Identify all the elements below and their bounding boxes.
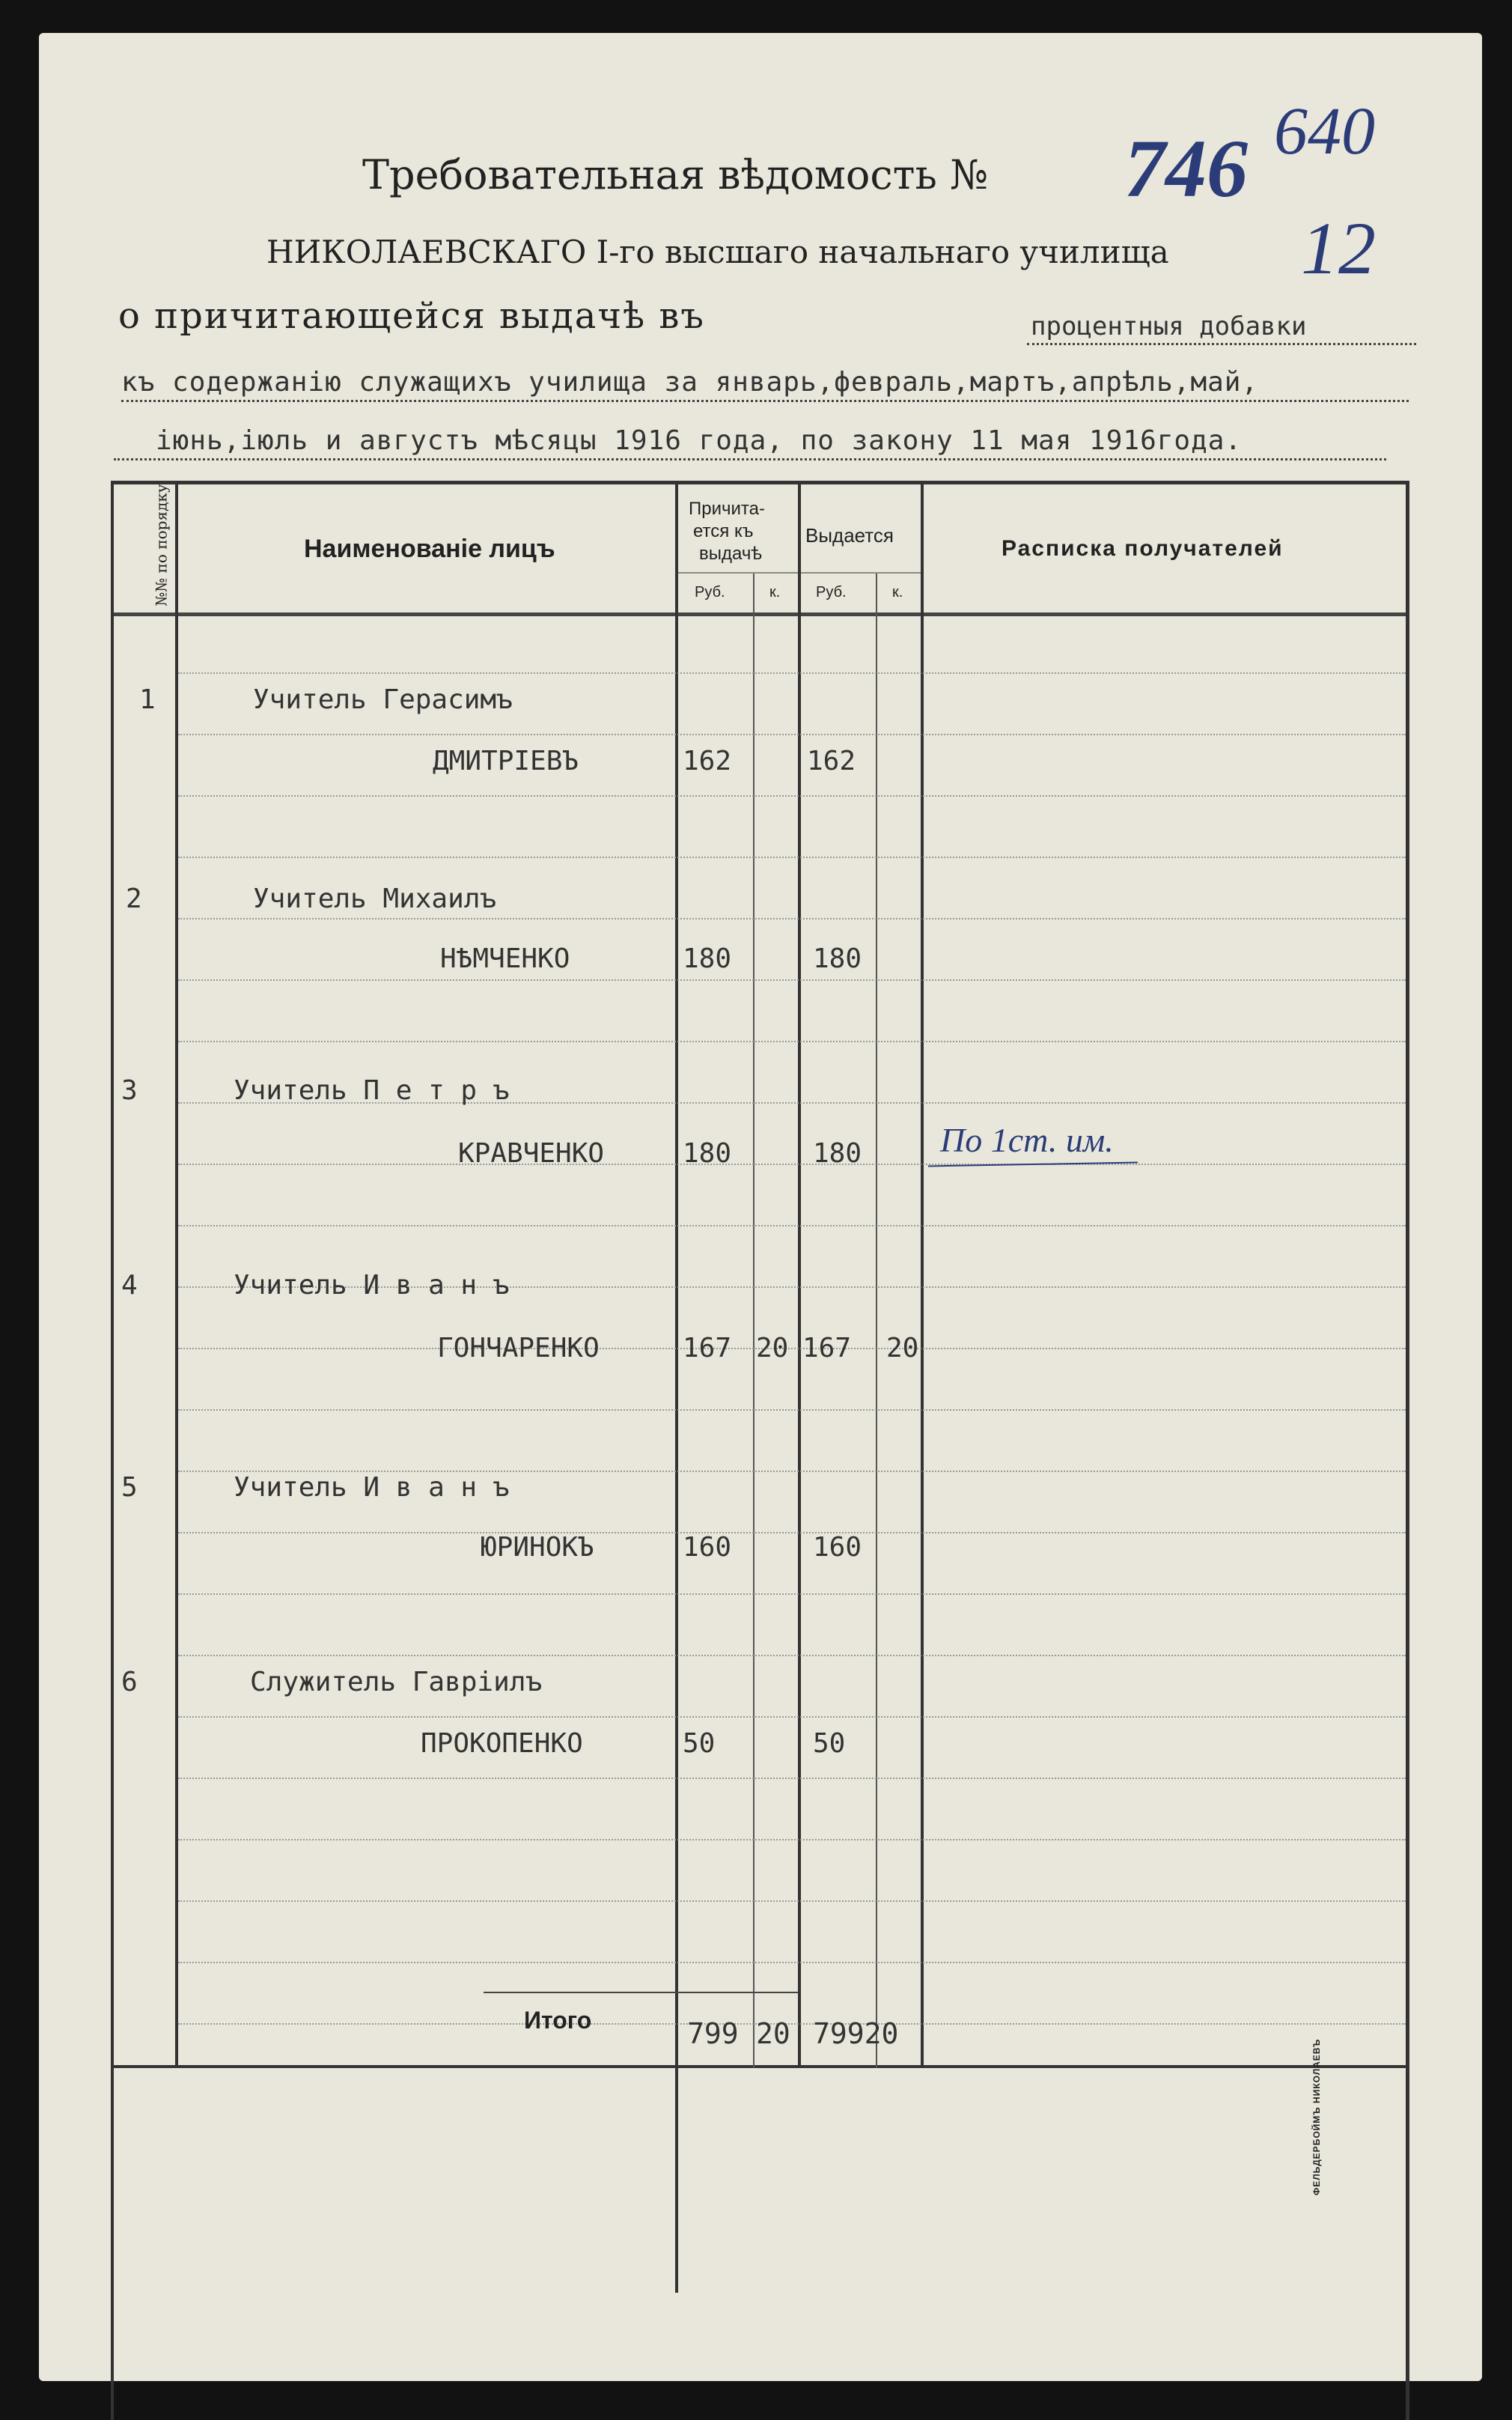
ruled-line [178, 1348, 1406, 1349]
row-surname: ЮРИНОКЪ [481, 1532, 594, 1563]
ruled-line [178, 1225, 1406, 1226]
paid-subheader-line [801, 572, 921, 574]
header-line-3-printed: о причитающейся выдачѣ въ [118, 295, 705, 337]
vline-left [111, 481, 114, 2420]
handwritten-number: 746 [1124, 123, 1248, 214]
column-header-due-rub: Руб. [695, 584, 725, 601]
header-line-4: къ содержанію служащихъ училища за январь,февраль,мартъ,апрѣль,май, [121, 367, 1259, 398]
header-line-5: іюнь,іюль и августъ мѣсяцы 1916 года, по закону 11 мая 1916года. [156, 425, 1243, 456]
row-surname: ДМИТРІЕВЪ [433, 746, 579, 776]
ruled-line [178, 795, 1406, 797]
table-top-border [111, 481, 1409, 484]
column-header-due-1: Причита- [689, 499, 765, 519]
row-surname: ГОНЧАРЕНКО [437, 1333, 600, 1363]
column-header-paid-rub: Руб. [816, 584, 847, 601]
header-underline-2 [121, 400, 1409, 402]
ruled-line [178, 1164, 1406, 1165]
ruled-line [178, 672, 1406, 674]
printer-mark: ФЕЛЬДЕРБОЙМЪ НИКОЛАЕВЪ [1311, 2038, 1322, 2195]
vline-num [175, 481, 178, 2068]
row-title: Служитель Гавріилъ [250, 1667, 543, 1697]
column-header-name: Наименованіе лицъ [304, 535, 555, 563]
corner-number: 640 [1274, 94, 1375, 168]
table [111, 446, 1406, 2138]
row-paid-rub: 180 [813, 943, 862, 974]
ruled-line [178, 1839, 1406, 1840]
column-header-receipt: Расписка получателей [1002, 536, 1284, 561]
ruled-line [178, 979, 1406, 981]
vline-paid-kop [876, 574, 877, 2068]
row-paid-rub: 160 [813, 1532, 862, 1563]
row-paid-rub: 50 [813, 1728, 846, 1759]
column-header-number: №№ по порядку [152, 484, 171, 606]
row-due-rub: 160 [683, 1532, 732, 1563]
ruled-line [178, 1532, 1406, 1533]
ruled-line [178, 1716, 1406, 1718]
column-header-due-kop: к. [769, 584, 781, 601]
vline-name [675, 481, 678, 2293]
row-title: Учитель И в а н ъ [234, 1270, 510, 1301]
vline-due [798, 481, 801, 2068]
header-line-3-typed: процентныя добавки [1031, 311, 1307, 341]
total-due-rub: 799 [687, 2017, 739, 2050]
row-number: 4 [121, 1270, 138, 1301]
ruled-line [178, 2023, 1406, 2025]
row-title: Учитель Михаилъ [253, 884, 497, 914]
row-title: Учитель И в а н ъ [234, 1472, 510, 1503]
header-underline-1 [1027, 343, 1416, 345]
row-paid-rub: 162 [807, 746, 856, 776]
ruled-line [178, 1041, 1406, 1042]
ruled-line [178, 857, 1406, 858]
ruled-line [178, 1655, 1406, 1656]
ruled-line [178, 734, 1406, 735]
due-subheader-line [678, 572, 798, 574]
vline-due-kop [753, 574, 755, 2068]
row-title: Учитель Герасимъ [253, 684, 513, 715]
vline-right [1406, 481, 1409, 2420]
row-number: 2 [126, 884, 142, 914]
ruled-line [178, 1962, 1406, 1963]
row-paid-rub: 167 [802, 1333, 852, 1363]
column-header-due-2: ется къ [693, 521, 754, 541]
row-due-rub: 180 [683, 1138, 732, 1169]
ruled-line [178, 1593, 1406, 1595]
total-separator [484, 1992, 798, 1993]
total-paid: 79920 [813, 2017, 899, 2050]
row-number: 1 [139, 684, 156, 715]
row-paid-rub: 180 [813, 1138, 862, 1169]
total-label: Итого [524, 2007, 592, 2034]
row-due-rub: 162 [683, 746, 732, 776]
column-header-due-3: выдачѣ [699, 544, 763, 564]
total-due-kop: 20 [756, 2017, 790, 2050]
row-title: Учитель П е т р ъ [234, 1075, 510, 1106]
row-surname: НѢМЧЕНКО [440, 943, 570, 974]
row-due-rub: 50 [683, 1728, 716, 1759]
document-title: Требовательная вѣдомость № [362, 151, 989, 198]
ruled-line [178, 918, 1406, 919]
column-header-paid-kop: к. [892, 584, 903, 601]
header-bottom-border [111, 612, 1409, 616]
row-surname: КРАВЧЕНКО [458, 1138, 605, 1169]
row-due-kop: 20 [756, 1333, 789, 1363]
ruled-line [178, 1409, 1406, 1411]
row-number: 3 [121, 1075, 138, 1106]
document-page [39, 33, 1482, 2381]
row-signature: По 1ст. им. [940, 1121, 1114, 1159]
row-surname: ПРОКОПЕНКО [421, 1728, 583, 1759]
column-header-paid: Выдается [805, 524, 894, 547]
vline-paid [921, 481, 924, 2068]
row-number: 5 [121, 1472, 138, 1503]
row-paid-kop: 20 [886, 1333, 919, 1363]
school-name: НИКОЛАЕВСКАГО I-го высшаго начальнаго училища [266, 234, 1169, 270]
ruled-line [178, 1900, 1406, 1902]
table-bottom-border [111, 2065, 1409, 2068]
ruled-line [178, 1778, 1406, 1779]
corner-number-second: 12 [1301, 207, 1376, 290]
row-due-rub: 180 [683, 943, 732, 974]
row-due-rub: 167 [683, 1333, 732, 1363]
row-number: 6 [121, 1667, 138, 1697]
